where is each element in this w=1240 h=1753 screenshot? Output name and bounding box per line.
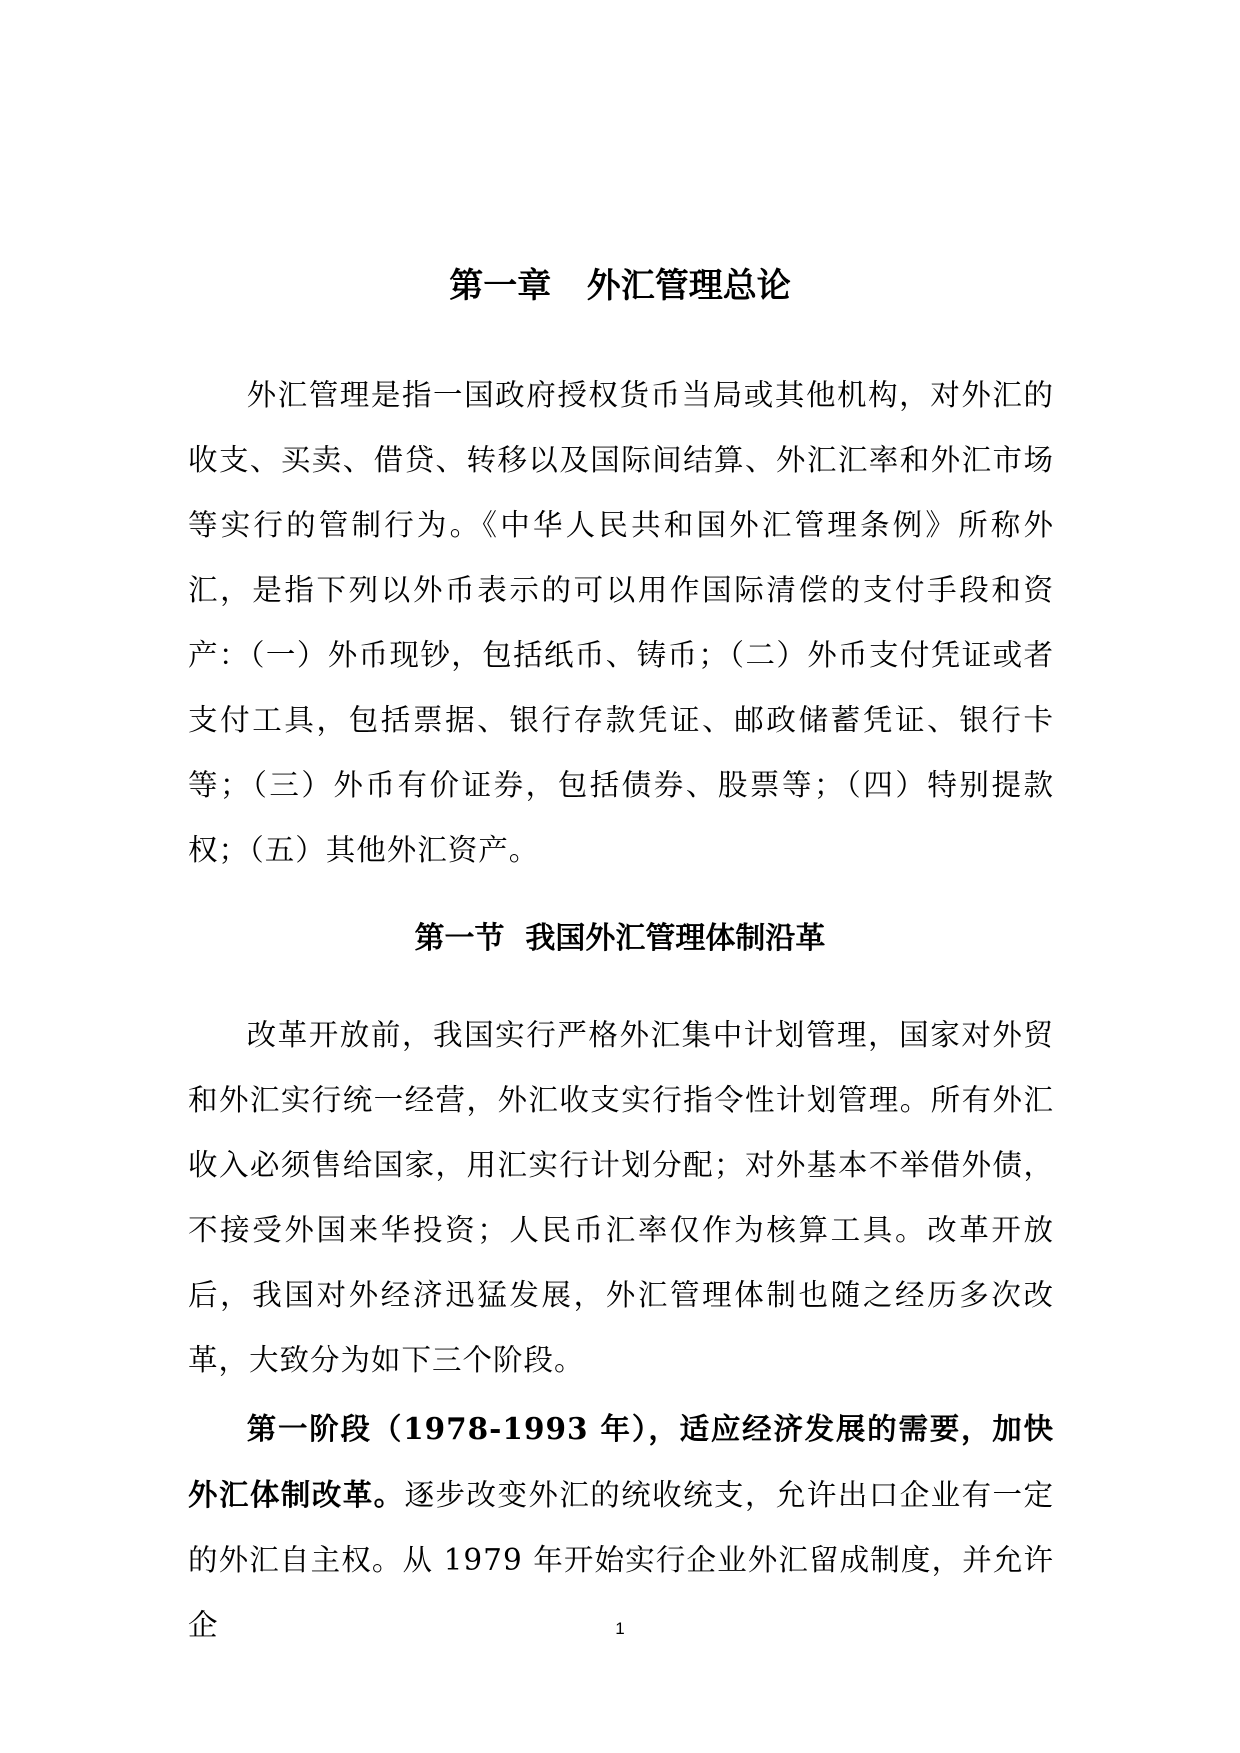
stage1-body: 逐步改变外汇的统收统支，允许出口企业有一定的外汇自主权。从 1979 年开始实行企业外汇留成制度，并允许企 [188, 1478, 1054, 1642]
intro-paragraph-text: 外汇管理是指一国政府授权货币当局或其他机构，对外汇的收支、买卖、借贷、转移以及国际间结算、外汇汇率和外汇市场等实行的管制行为。《中华人民共和国外汇管理条例》所称外汇，是指下列以外币表示的可以用作国际清偿的支付手段和资产：（一）外币现钞，包括纸币、铸币；（二）外币支付凭证或者支付工具，包括票据、银行存款凭证、邮政储蓄凭证、银行卡等；（三）外币有价证券，包括债券、股票等；（四）特别提款权；（五）其他外汇资产。 [188, 378, 1054, 867]
chapter-title: 第一章 外汇管理总论 [449, 266, 791, 306]
section-title: 第一节 我国外汇管理体制沿革 [414, 921, 826, 956]
stage1-heading: 第一阶段（1978-1993 年），适应经济发展的需要，加快外汇体制改革。 [188, 1411, 1054, 1512]
history-paragraph [188, 1003, 1054, 1393]
page-number: 1 [615, 1619, 625, 1638]
history-paragraph-text: 改革开放前，我国实行严格外汇集中计划管理，国家对外贸和外汇实行统一经营，外汇收支实行指令性计划管理。所有外汇收入必须售给国家，用汇实行计划分配；对外基本不举借外债，不接受外国来华投资；人民币汇率仅作为核算工具。改革开放后，我国对外经济迅猛发展，外汇管理体制也随之经历多次改革，大致分为如下三个阶段。 [188, 1018, 1054, 1377]
intro-paragraph [188, 363, 1054, 883]
